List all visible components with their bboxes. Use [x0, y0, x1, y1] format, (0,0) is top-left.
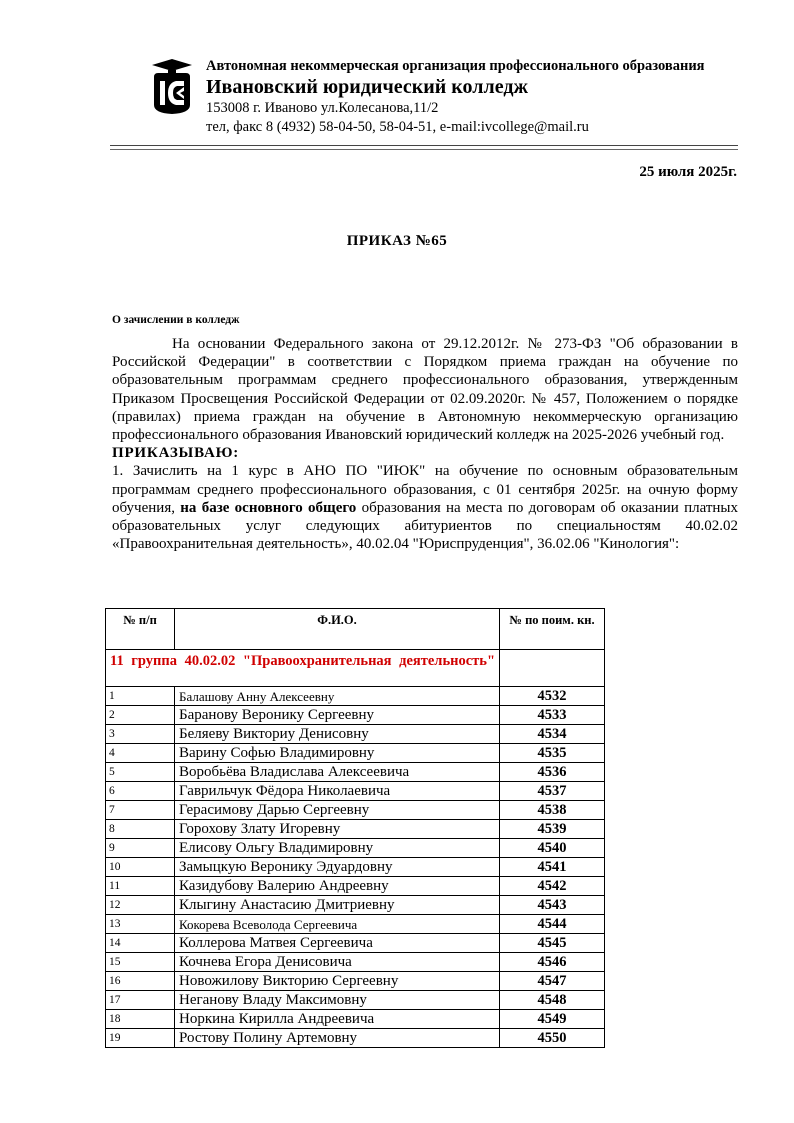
- row-number: 17: [106, 991, 175, 1010]
- item-1-end: образования на места по договорам об оказании платных образовательных услуг следующих абитуриентов по специальностям 40.02.02 «Правоохранительная деятельность», 40.02.04 "Юриспруденция", 36.02.06 "Кинология":: [112, 499, 739, 553]
- book-number: 4545: [500, 934, 605, 953]
- row-number: 8: [106, 820, 175, 839]
- group-empty-cell: [500, 650, 605, 687]
- student-name: Коллерова Матвея Сергеевича: [175, 934, 500, 953]
- book-number: 4550: [500, 1029, 605, 1048]
- item-1-bold: на базе основного общего: [180, 499, 357, 516]
- table-row: [106, 934, 605, 953]
- table-row: [106, 1029, 605, 1048]
- book-number: 4539: [500, 820, 605, 839]
- book-number: 4548: [500, 991, 605, 1010]
- student-name: Воробьёва Владислава Алексеевича: [175, 763, 500, 782]
- student-name: Елисову Ольгу Владимировну: [175, 839, 500, 858]
- table-row: [106, 915, 605, 934]
- letterhead: [206, 57, 705, 137]
- row-number: 4: [106, 744, 175, 763]
- order-date: 25 июля 2025г.: [639, 164, 737, 180]
- student-name: Варину Софью Владимировну: [175, 744, 500, 763]
- student-name: Кокорева Всеволода Сергеевича: [175, 915, 500, 934]
- item-1-paragraph: [112, 462, 738, 553]
- order-subject: О зачислении в колледж: [112, 314, 240, 326]
- book-number: 4536: [500, 763, 605, 782]
- college-name: Ивановский юридический колледж: [206, 76, 528, 98]
- address: 153008 г. Иваново ул.Колесанова,11/2: [206, 100, 439, 116]
- row-number: 15: [106, 953, 175, 972]
- book-number: 4533: [500, 706, 605, 725]
- book-number: 4541: [500, 858, 605, 877]
- table-row: [106, 877, 605, 896]
- enrollment-table: [105, 608, 605, 1048]
- col-kn-header: № по поим. кн.: [500, 609, 605, 650]
- basis-paragraph: На основании Федерального закона от 29.12.2012г. № 273-ФЗ "Об образовании в Российской Федерации" в соответствии с Порядком приема граждан на обучение по образовательным программам среднего профессионального образования, утвержденным Приказом Просвещения Российской Федерации от 02.09.2020г. № 457, Положением о порядке (правилах) приема граждан на обучение в Автономную некоммерческую организацию профессионального образования Ивановский юридический колледж на 2025-2026 учебный год.: [112, 336, 738, 444]
- table-row: [106, 820, 605, 839]
- table-row: [106, 953, 605, 972]
- book-number: 4535: [500, 744, 605, 763]
- row-number: 18: [106, 1010, 175, 1029]
- table-row: [106, 839, 605, 858]
- student-name: Неганову Владу Максимовну: [175, 991, 500, 1010]
- col-num-header: № п/п: [106, 609, 175, 650]
- book-number: 4544: [500, 915, 605, 934]
- student-name: Клыгину Анастасию Дмитриевну: [175, 896, 500, 915]
- book-number: 4549: [500, 1010, 605, 1029]
- student-name: Горохову Злату Игоревну: [175, 820, 500, 839]
- book-number: 4543: [500, 896, 605, 915]
- book-number: 4540: [500, 839, 605, 858]
- table-row: [106, 991, 605, 1010]
- book-number: 4542: [500, 877, 605, 896]
- page-title: ПРИКАЗ №65: [346, 233, 448, 249]
- student-name: Гаврильчук Фёдора Николаевича: [175, 782, 500, 801]
- student-name: Баранову Веронику Сергеевну: [175, 706, 500, 725]
- group-title: 11 группа 40.02.02 "Правоохранительная деятельность": [106, 650, 500, 687]
- item-1-start: 1. Зачислить на 1 курс в АНО ПО "ИЮК" на обучение по основным образовательным программам среднего профессионального образования, с 01 сентября 2025г. на очную форму обучения,: [112, 463, 738, 516]
- row-number: 19: [106, 1029, 175, 1048]
- book-number: 4546: [500, 953, 605, 972]
- row-number: 2: [106, 706, 175, 725]
- row-number: 1: [106, 687, 175, 706]
- book-number: 4534: [500, 725, 605, 744]
- row-number: 16: [106, 972, 175, 991]
- contacts: тел, факс 8 (4932) 58-04-50, 58-04-51, e-mail:ivcollege@mail.ru: [206, 119, 589, 135]
- row-number: 13: [106, 915, 175, 934]
- student-name: Норкина Кирилла Андреевича: [175, 1010, 500, 1029]
- table-row: [106, 782, 605, 801]
- row-number: 12: [106, 896, 175, 915]
- student-name: Ростову Полину Артемовну: [175, 1029, 500, 1048]
- table-row: [106, 896, 605, 915]
- row-number: 6: [106, 782, 175, 801]
- table-row: [106, 858, 605, 877]
- row-number: 10: [106, 858, 175, 877]
- row-number: 11: [106, 877, 175, 896]
- order-body: [112, 335, 738, 553]
- table-row: [106, 687, 605, 706]
- student-name: Герасимову Дарью Сергеевну: [175, 801, 500, 820]
- table-row: [106, 801, 605, 820]
- college-emblem-icon: [148, 57, 196, 115]
- table-row: [106, 706, 605, 725]
- student-name: Замыцкую Веронику Эдуардовну: [175, 858, 500, 877]
- table-row: [106, 1010, 605, 1029]
- org-line: Автономная некоммерческая организация профессионального образования: [206, 58, 705, 74]
- table-row: [106, 763, 605, 782]
- student-name: Казидубову Валерию Андреевну: [175, 877, 500, 896]
- book-number: 4532: [500, 687, 605, 706]
- header-divider-thin: [110, 149, 738, 150]
- row-number: 3: [106, 725, 175, 744]
- student-name: Кочнева Егора Денисовича: [175, 953, 500, 972]
- table-row: [106, 744, 605, 763]
- book-number: 4537: [500, 782, 605, 801]
- student-name: Новожилову Викторию Сергеевну: [175, 972, 500, 991]
- row-number: 5: [106, 763, 175, 782]
- row-number: 14: [106, 934, 175, 953]
- orders-heading: ПРИКАЗЫВАЮ:: [112, 445, 240, 462]
- table-row: [106, 725, 605, 744]
- col-fio-header: Ф.И.О.: [175, 609, 500, 650]
- row-number: 7: [106, 801, 175, 820]
- book-number: 4547: [500, 972, 605, 991]
- row-number: 9: [106, 839, 175, 858]
- header-divider: [110, 145, 738, 146]
- student-name: Балашову Анну Алексеевну: [175, 687, 500, 706]
- table-row: [106, 972, 605, 991]
- book-number: 4538: [500, 801, 605, 820]
- student-name: Беляеву Викториу Денисовну: [175, 725, 500, 744]
